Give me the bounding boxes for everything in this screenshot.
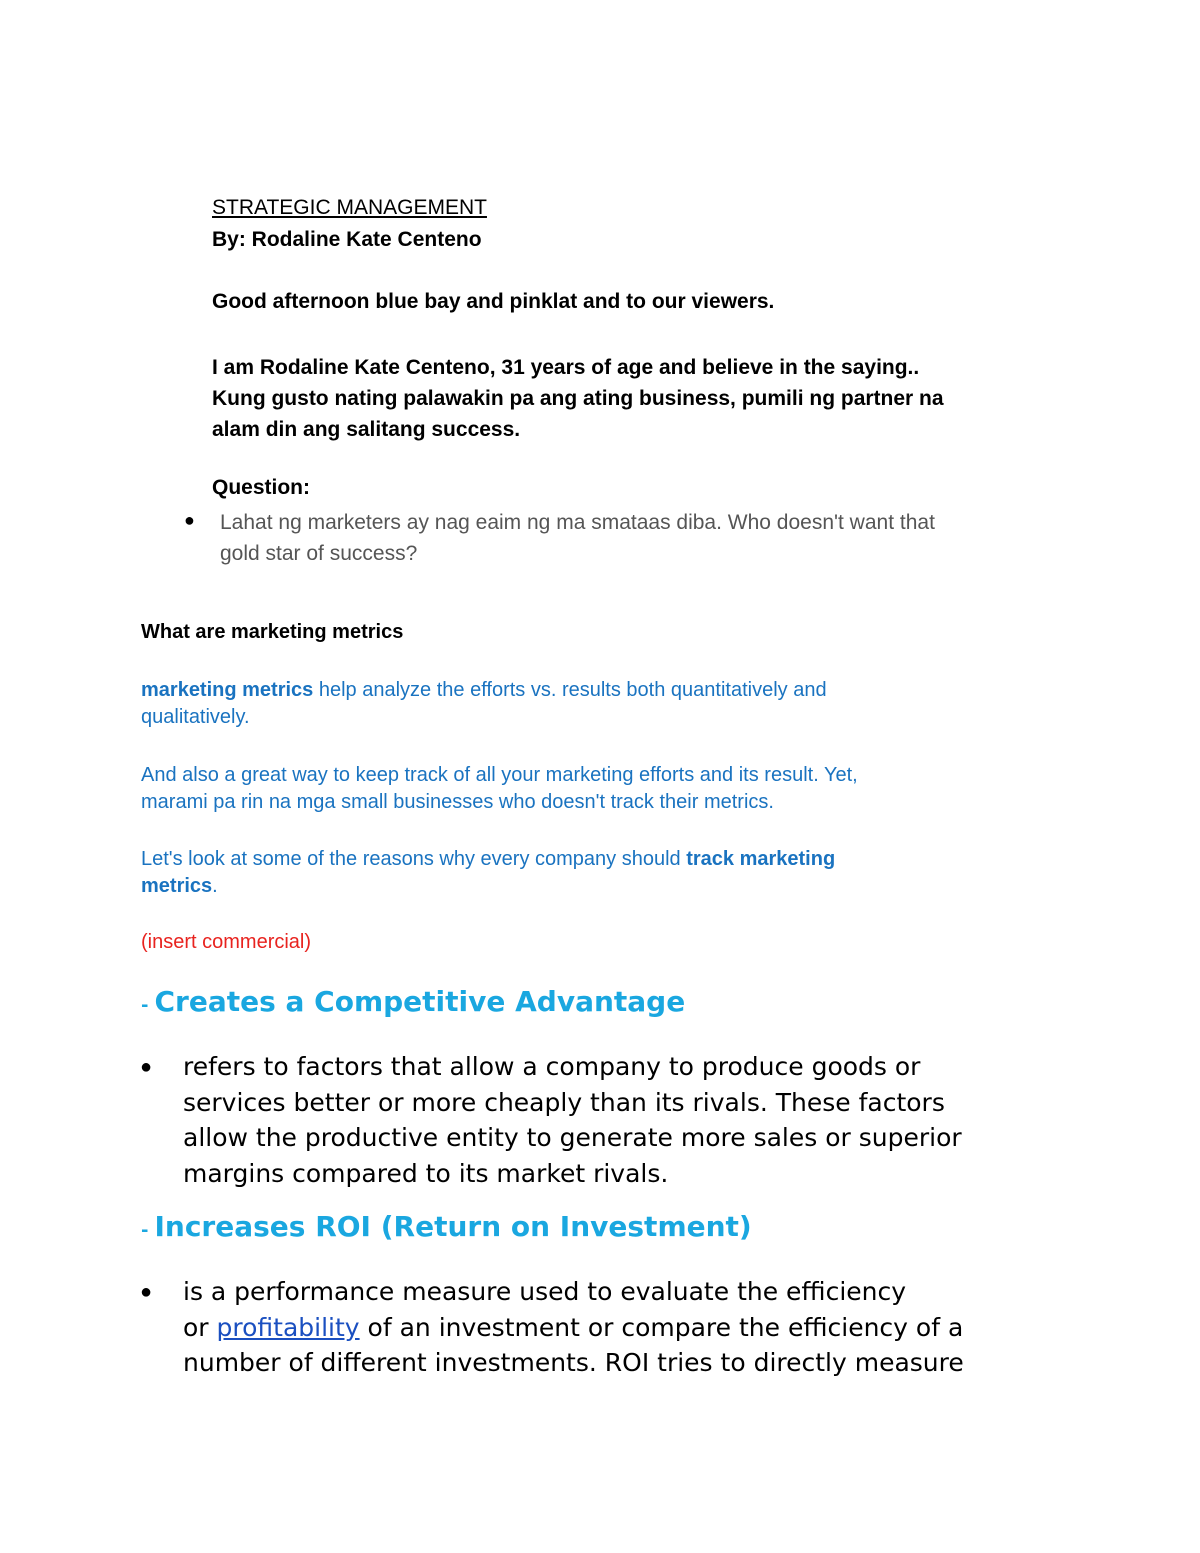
paragraph-text: help analyze the efforts vs. results both quantitatively and [313,679,827,701]
profitability-link[interactable]: profitability [216,1312,360,1342]
body-line: number of different investments. ROI tries to directly measure [183,1348,964,1377]
metrics-definition-paragraph [141,677,827,731]
document-title: STRATEGIC MANAGEMENT [212,196,487,219]
question-line: gold star of success? [220,542,418,565]
dash-marker: - [141,995,149,1016]
paragraph-text: qualitatively. [141,706,250,728]
dash-marker: - [141,1220,149,1241]
body-line: services better or more cheaply than its rivals. These factors [183,1087,945,1117]
roi-text [183,1274,964,1381]
paragraph-text: Let's look at some of the reasons why every company should [141,848,687,870]
emphasis-text: metrics [141,875,213,897]
body-text-span: or [183,1312,217,1342]
reasons-paragraph [141,846,835,900]
body-line: allow the productive entity to generate more sales or superior [183,1123,962,1152]
metrics-heading: What are marketing metrics [141,621,404,643]
emphasis-text: track marketing [686,848,836,870]
paragraph-text: . [212,875,218,897]
question-text [220,507,935,569]
body-line: refers to factors that allow a company to produce goods or [183,1052,921,1081]
commercial-note: (insert commercial) [141,931,312,953]
bullet-icon: ● [140,1056,153,1078]
paragraph-text: And also a great way to keep track of all your marketing efforts and its result. Yet, [141,764,858,786]
section-heading-competitive-advantage [141,985,685,1018]
author-byline: By: Rodaline Kate Centeno [212,228,482,251]
intro-line: I am Rodaline Kate Centeno, 31 years of age and believe in the saying.. [212,356,920,379]
tracking-paragraph [141,762,858,816]
section-heading-text: Increases ROI (Return on Investment) [154,1210,752,1243]
section-heading-roi [141,1210,752,1243]
question-line: Lahat ng marketers ay nag eaim ng ma smataas diba. Who doesn't want that [220,511,935,534]
intro-line: Kung gusto nating palawakin pa ang ating business, pumili ng partner na [212,387,944,410]
body-line: is a performance measure used to evaluate the efficiency [183,1277,907,1306]
competitive-advantage-text [183,1049,962,1191]
bullet-icon: ● [184,510,195,530]
metrics-term: marketing metrics [141,679,314,701]
body-text-span: of an investment or compare the efficiency of a [359,1312,964,1342]
section-heading-text: Creates a Competitive Advantage [154,985,686,1018]
bullet-icon: ● [140,1281,153,1303]
intro-line: alam din ang salitang success. [212,418,521,441]
body-line: margins compared to its market rivals. [183,1158,669,1188]
greeting-text: Good afternoon blue bay and pinklat and to our viewers. [212,290,775,313]
intro-paragraph [212,352,944,445]
paragraph-text: marami pa rin na mga small businesses who doesn't track their metrics. [141,791,774,813]
question-label: Question: [212,476,310,499]
